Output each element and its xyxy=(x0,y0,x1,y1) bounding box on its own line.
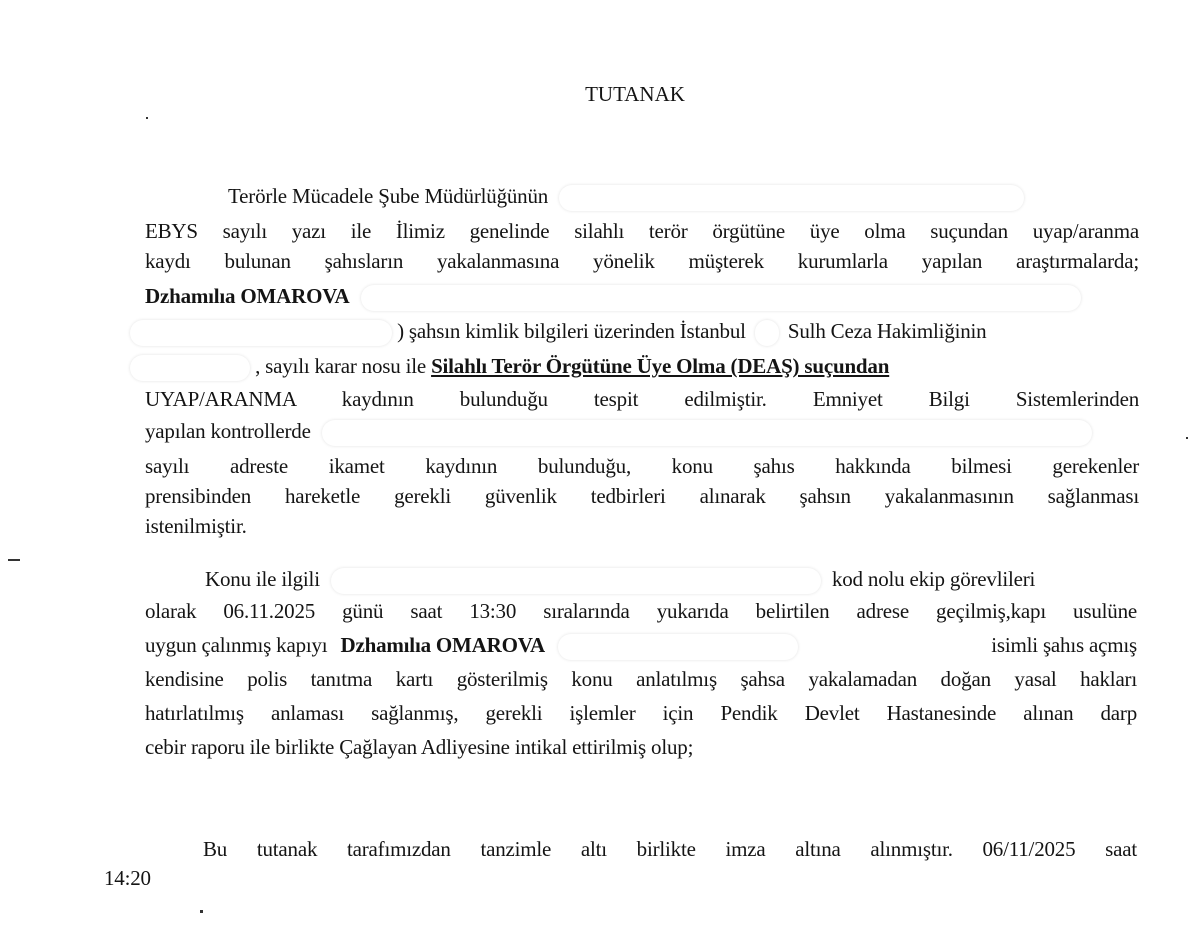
p1-line-1-text: Terörle Mücadele Şube Müdürlüğünün xyxy=(228,184,549,208)
p2-line-2: olarak 06.11.2025 günü saat 13:30 sıralarında yukarıda belirtilen adrese geçilmiş,kapı usulüne xyxy=(145,599,1137,623)
p2-line-4: kendisine polis tanıtma kartı gösterilmiş konu anlatılmış şahsa yakalamadan doğan yasal hakları xyxy=(145,667,1137,691)
redacted-block xyxy=(755,320,779,346)
person-name: Dzhamılıa OMAROVA xyxy=(340,633,545,657)
p2-line-5: hatırlatılmış anlaması sağlanmış, gerekli işlemler için Pendik Devlet Hastanesinde alınan darp xyxy=(145,701,1137,725)
redacted-block xyxy=(361,285,1081,311)
document-title: TUTANAK xyxy=(585,82,685,106)
charge-text: Silahlı Terör Örgütüne Üye Olma (DEAŞ) suçundan xyxy=(431,354,890,378)
p1-line-9: sayılı adreste ikamet kaydının bulunduğu, konu şahıs hakkında bilmesi gerekenler xyxy=(145,454,1139,478)
redacted-block xyxy=(331,568,821,594)
p2-line-6: cebir raporu ile birlikte Çağlayan Adliyesine intikal ettirilmiş olup; xyxy=(145,735,694,759)
scan-dot xyxy=(200,910,203,913)
scan-dot xyxy=(1186,437,1188,439)
scan-dot xyxy=(146,117,148,119)
p2-line-3: uygun çalınmış kapıyı Dzhamılıa OMAROVA isimli şahıs açmış xyxy=(145,632,1137,660)
p1-line-7: UYAP/ARANMA kaydının bulunduğu tespit edilmiştir. Emniyet Bilgi Sistemlerinden xyxy=(145,387,1139,411)
redacted-block xyxy=(130,355,250,381)
redacted-block xyxy=(130,320,392,346)
redacted-block xyxy=(558,634,798,660)
p1-line-1 xyxy=(228,183,1024,211)
p1-line-5: ) şahsın kimlik bilgileri üzerinden İstanbul Sulh Ceza Hakimliğinin xyxy=(130,318,986,346)
p1-line-8: yapılan kontrollerde xyxy=(145,418,1092,446)
person-name: Dzhamılıa OMAROVA xyxy=(145,284,350,308)
p2-line-1: Konu ile ilgili kod nolu ekip görevlileri xyxy=(205,566,1035,594)
p1-line-2: EBYS sayılı yazı ile İlimiz genelinde silahlı terör örgütüne üye olma suçundan uyap/aranma xyxy=(145,219,1139,243)
closing-time: 14:20 xyxy=(104,866,151,890)
p1-line-4 xyxy=(145,283,1081,311)
p1-line-6: , sayılı karar nosu ile Silahlı Terör Örgütüne Üye Olma (DEAŞ) suçundan xyxy=(130,353,889,381)
redacted-block xyxy=(322,420,1092,446)
p1-line-3: kaydı bulunan şahısların yakalanmasına yönelik müşterek kurumlarla yapılan araştırmalarda; xyxy=(145,249,1139,273)
p1-line-10: prensibinden hareketle gerekli güvenlik tedbirleri alınarak şahsın yakalanmasının sağlanması xyxy=(145,484,1139,508)
redacted-block xyxy=(559,185,1024,211)
p1-line-11: istenilmiştir. xyxy=(145,514,247,538)
closing-line-1: Bu tutanak tarafımızdan tanzimle altı birlikte imza altına alınmıştır. 06/11/2025 saat xyxy=(203,837,1137,861)
scan-mark xyxy=(8,559,20,561)
